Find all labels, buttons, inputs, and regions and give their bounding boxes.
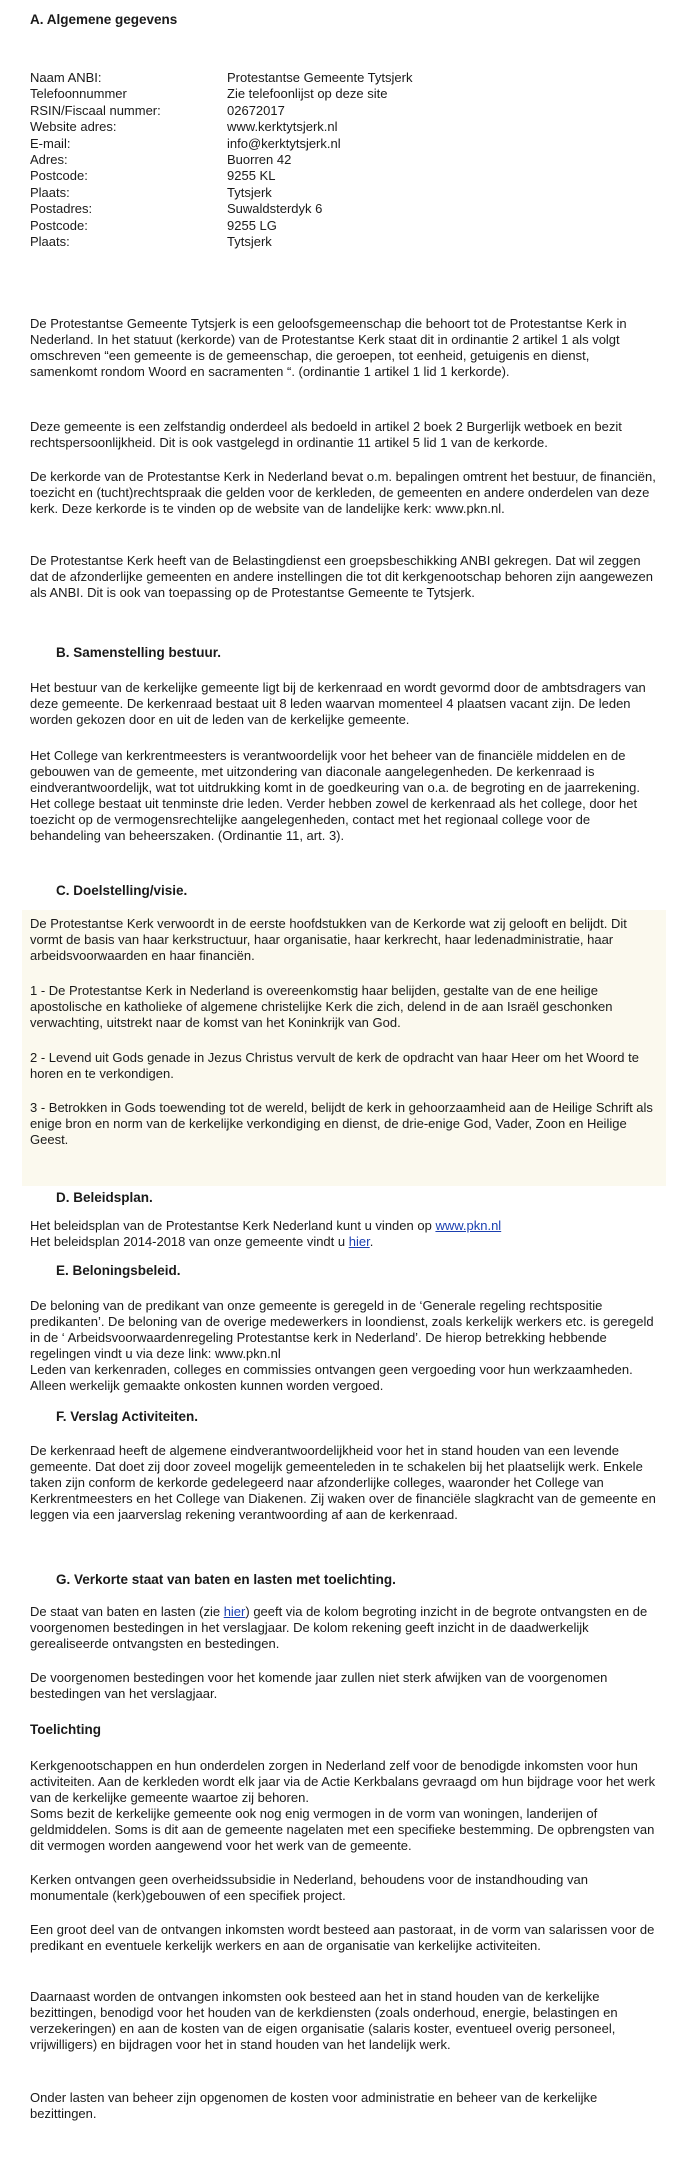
paragraph: 2 - Levend uit Gods genade in Jezus Christus vervult de kerk de opdracht van haar Heer om het Woord te horen en te verkondigen. xyxy=(30,1050,639,1081)
paragraph: De voorgenomen bestedingen voor het komende jaar zullen niet sterk afwijken van de voorgenomen bestedingen van het verslagjaar. xyxy=(30,1670,608,1701)
info-value: Protestantse Gemeente Tytsjerk xyxy=(227,70,413,85)
info-value: info@kerktytsjerk.nl xyxy=(227,135,341,151)
info-row xyxy=(30,70,630,86)
section-f-heading: F. Verslag Activiteiten. xyxy=(56,1409,199,1424)
info-label: Adres: xyxy=(30,151,68,167)
info-value: 9255 LG xyxy=(227,217,277,233)
paragraph: 3 - Betrokken in Gods toewending tot de wereld, belijdt de kerk in gehoorzaamheid aan de Heilige Schrift als enige bron en norm van de kerkelijke verkondiging en dienst, de drie-enige God, Vader, Zoon en Heilige Geest. xyxy=(30,1100,653,1147)
section-b-heading: B. Samenstelling bestuur. xyxy=(56,645,222,660)
paragraph: Een groot deel van de ontvangen inkomsten wordt besteed aan pastoraat, in de vorm van salarissen voor de predikant en eventuele kerkelijk werkers en aan de organisatie van kerkelijke activiteiten. xyxy=(30,1922,655,1953)
general-info-table xyxy=(30,70,630,250)
statement-text: ) geeft via de kolom begroting inzicht in de begrote ontvangsten en de voorgenomen bestedingen in het verslagjaar. De kolom rekening geeft inzicht in de daadwerkelijk gerealiseerde ontvangsten en bestedingen. xyxy=(30,1604,648,1651)
statement-link[interactable]: hier xyxy=(223,1604,246,1619)
period: . xyxy=(369,1234,374,1249)
paragraph: Het College van kerkrentmeesters is verantwoordelijk voor het beheer van de financiële middelen en de gebouwen van de gemeente, met uitzondering van diaconale aangelegenheden. De kerkenraad is eindverantwoordelijk, wat tot uitdrukking komt in de goedkeuring van o.a. de begroting en de jaarrekening. Het college bestaat uit tenminste drie leden. Verder hebben zowel de kerkenraad als het college, door het toezicht op de vermogensrechtelijke aangelegenheden, contact met het regionaal college voor de behandeling van beheerszaken. (Ordinantie 11, art. 3). xyxy=(30,748,640,843)
paragraph: De Protestantse Kerk verwoordt in de eerste hoofdstukken van de Kerkorde wat zij gelooft en belijdt. Dit vormt de basis van haar kerkstructuur, haar organisatie, haar kerkrecht, haar ledenadministratie, haar arbeidsvoorwaarden en haar financiën. xyxy=(30,916,627,963)
info-value: Suwaldsterdyk 6 xyxy=(227,201,323,217)
info-label: Plaats: xyxy=(30,233,70,249)
info-value: 02672017 xyxy=(227,102,285,118)
paragraph: De kerkorde van de Protestantse Kerk in Nederland bevat o.m. bepalingen omtrent het bestuur, de financiën, toezicht en (tucht)rechtspraak die gelden voor de kerkleden, de gemeenten en andere onderdelen van deze kerk. Deze kerkorde is te vinden op de website van de landelijke kerk: www.pkn.nl. xyxy=(30,469,656,516)
paragraph: 1 - De Protestantse Kerk in Nederland is overeenkomstig haar belijden, gestalte van de ene heilige apostolische en katholieke of algemene christelijke Kerk die zich, delend in de aan Israël geschonken verwachting, uitstrekt naar de komst van het Koninkrijk van God. xyxy=(30,983,613,1030)
info-value: Buorren 42 xyxy=(227,151,292,167)
info-label: Plaats: xyxy=(30,184,70,200)
paragraph: Daarnaast worden de ontvangen inkomsten ook besteed aan het in stand houden van de kerkelijke bezittingen, benodigd voor het houden van de kerkdiensten (zoals onderhoud, energie, belastingen en verzekeringen) en aan de kosten van de eigen organisatie (salaris koster, eventueel overig personeel, vrijwilligers) en bijdragen voor het in stand houden van het landelijk werk. xyxy=(30,1989,618,2052)
policy-plan-text: Het beleidsplan van de Protestantse Kerk Nederland kunt u vinden op xyxy=(30,1218,436,1233)
toelichting-heading: Toelichting xyxy=(30,1722,101,1737)
info-row xyxy=(30,119,630,135)
local-policy-plan-line xyxy=(30,1234,660,1250)
paragraph: De kerkenraad heeft de algemene eindverantwoordelijkheid voor het in stand houden van een levende gemeente. Dat doet zij door zoveel mogelijk gemeenteleden in te schakelen bij het plaatselijk werk. Enkele taken zijn conform de kerkorde gedelegeerd naar afzonderlijke colleges, waaronder het College van Kerkrentmeesters en het College van Diakenen. Zij waken over de financiële slagkracht van de gemeente en leggen via een jaarverslag rekening verantwoording af aan de kerkenraad. xyxy=(30,1443,656,1522)
paragraph: Het bestuur van de kerkelijke gemeente ligt bij de kerkenraad en wordt gevormd door de ambtsdragers van deze gemeente. De kerkenraad bestaat uit 8 leden waarvan momenteel 4 plaatsen vacant zijn. De leden worden gekozen door en uit de leden van de kerkelijke gemeente. xyxy=(30,680,646,727)
section-e-heading: E. Beloningsbeleid. xyxy=(56,1263,181,1278)
info-label: Postcode: xyxy=(30,168,88,184)
paragraph: Leden van kerkenraden, colleges en commissies ontvangen geen vergoeding voor hun werkzaamheden. Alleen werkelijk gemaakte onkosten kunnen worden vergoed. xyxy=(30,1362,633,1393)
info-row xyxy=(30,103,630,119)
info-value: Tytsjerk xyxy=(227,184,272,200)
pkn-link[interactable]: www.pkn.nl xyxy=(435,1218,502,1233)
info-value: 9255 KL xyxy=(227,168,276,184)
section-d-heading: D. Beleidsplan. xyxy=(56,1190,153,1205)
info-label: E-mail: xyxy=(30,135,71,151)
info-value: Zie telefoonlijst op deze site xyxy=(227,86,388,102)
section-c-heading: C. Doelstelling/visie. xyxy=(56,883,188,898)
paragraph: Deze gemeente is een zelfstandig onderdeel als bedoeld in artikel 2 boek 2 Burgerlijk wetboek en bezit rechtspersoonlijkheid. Dit is ook vastgelegd in ordinantie 11 artikel 5 lid 1 van de kerkorde. xyxy=(30,419,622,450)
info-label: RSIN/Fiscaal nummer: xyxy=(30,102,161,118)
policy-plan-line xyxy=(30,1218,660,1234)
info-value: www.kerktytsjerk.nl xyxy=(227,119,338,135)
info-label: Naam ANBI: xyxy=(30,70,102,85)
info-row xyxy=(30,201,630,217)
section-a-heading: A. Algemene gegevens xyxy=(30,12,178,27)
info-row xyxy=(30,168,630,184)
paragraph: De beloning van de predikant van onze gemeente is geregeld in de ‘Generale regeling rechtspositie predikanten’. De beloning van de overige medewerkers in loondienst, zoals kerkelijk werkers etc. is geregeld in de ‘ Arbeidsvoorwaardenregeling Protestantse kerk in Nederland’. De hierop betrekking hebbende regelingen vindt u via deze link: www.pkn.nl xyxy=(30,1298,654,1361)
info-row xyxy=(30,234,630,250)
policy-plan-link[interactable]: hier xyxy=(348,1234,370,1249)
info-label: Postcode: xyxy=(30,217,88,233)
info-label: Website adres: xyxy=(30,119,117,135)
policy-plan-text: Het beleidsplan 2014-2018 van onze gemeente vindt u xyxy=(30,1234,349,1249)
info-row xyxy=(30,136,630,152)
paragraph: De Protestantse Gemeente Tytsjerk is een geloofsgemeenschap die behoort tot de Protestantse Kerk in Nederland. In het statuut (kerkorde) van de Protestantse Kerk staat dit in ordinantie 2 artikel 1 als volgt omschreven “een gemeente is de gemeenschap, die geroepen, tot eenheid, getuigenis en dienst, samenkomt rondom Woord en sacramenten “. (ordinantie 1 artikel 1 lid 1 kerkorde). xyxy=(30,316,627,379)
info-value: Tytsjerk xyxy=(227,233,272,249)
statement-text: De staat van baten en lasten (zie xyxy=(30,1604,224,1619)
paragraph: Kerken ontvangen geen overheidssubsidie in Nederland, behoudens voor de instandhouding van monumentale (kerk)gebouwen of een specifiek project. xyxy=(30,1872,588,1903)
info-label: Telefoonnummer xyxy=(30,86,127,102)
info-row xyxy=(30,185,630,201)
info-row xyxy=(30,152,630,168)
paragraph: Soms bezit de kerkelijke gemeente ook nog enig vermogen in de vorm van woningen, landerijen of geldmiddelen. Soms is dit aan de gemeente nagelaten met een specifieke bestemming. De opbrengsten van dit vermogen worden aangewend voor het werk van de gemeente. xyxy=(30,1806,655,1853)
paragraph: Onder lasten van beheer zijn opgenomen de kosten voor administratie en beheer van de kerkelijke bezittingen. xyxy=(30,2090,598,2121)
info-row xyxy=(30,218,630,234)
paragraph: De Protestantse Kerk heeft van de Belastingdienst een groepsbeschikking ANBI gekregen. Dat wil zeggen dat de afzonderlijke gemeenten en andere instellingen die tot dit kerkgenootschap behoren zijn aangewezen als ANBI. Dit is ook van toepassing op de Protestantse Gemeente te Tytsjerk. xyxy=(30,553,653,600)
paragraph: Kerkgenootschappen en hun onderdelen zorgen in Nederland zelf voor de benodigde inkomsten voor hun activiteiten. Aan de kerkleden wordt elk jaar via de Actie Kerkbalans gevraagd om hun bijdrage voor het werk van de kerkelijke gemeente waartoe zij behoren. xyxy=(30,1758,656,1805)
paragraph xyxy=(30,1604,660,1652)
info-row xyxy=(30,86,630,102)
info-label: Postadres: xyxy=(30,201,93,217)
section-g-heading: G. Verkorte staat van baten en lasten met toelichting. xyxy=(56,1572,396,1587)
